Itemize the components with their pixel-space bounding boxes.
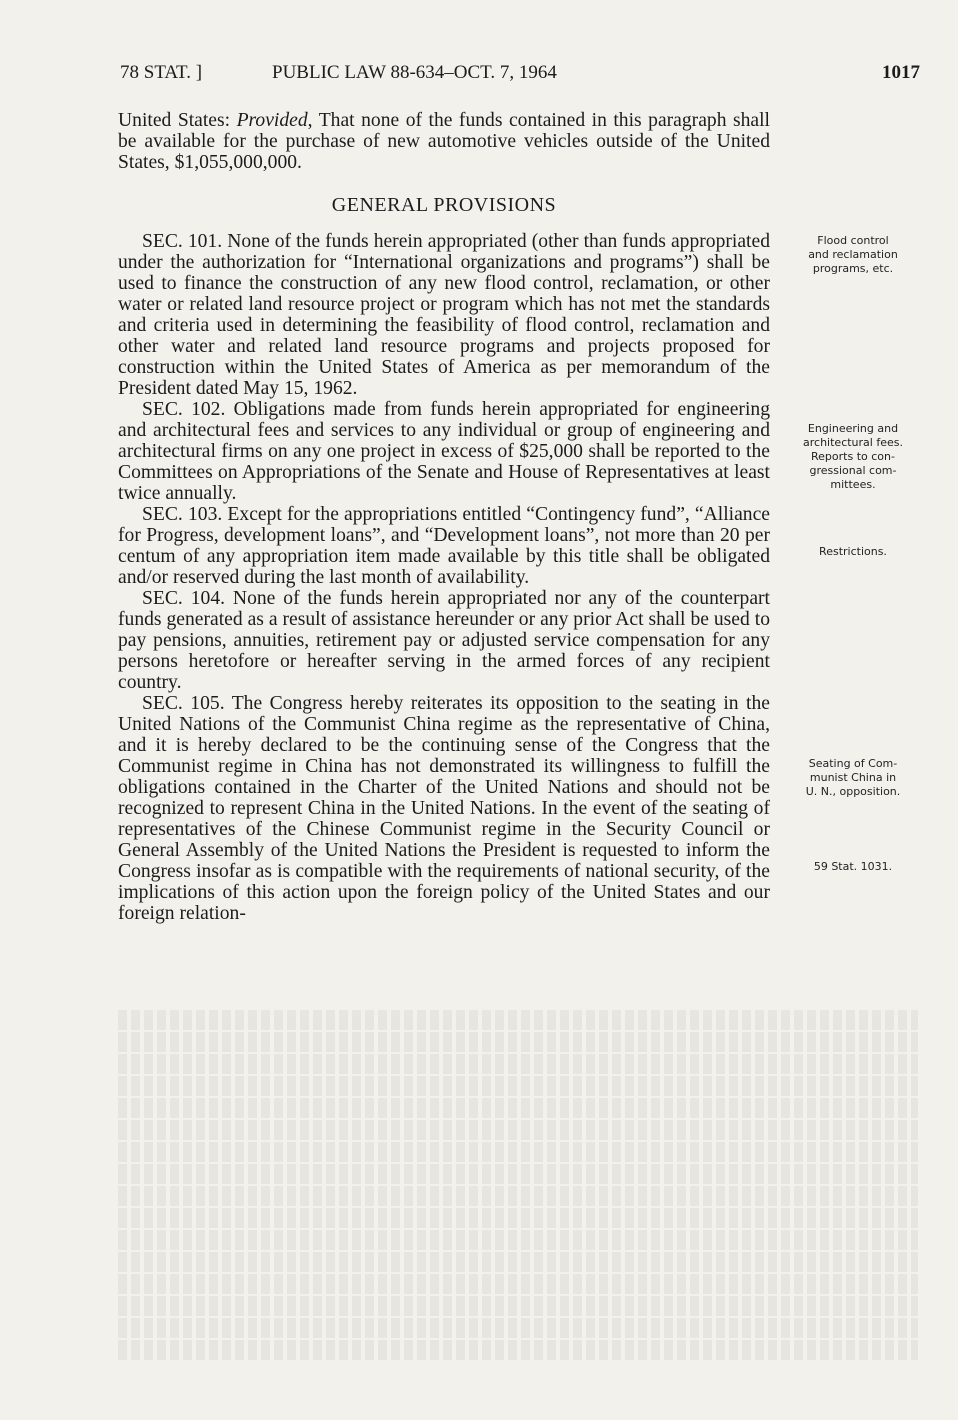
bleed-through-texture (118, 1010, 918, 1370)
provided-term: Provided (236, 110, 308, 131)
section-101 (118, 231, 770, 399)
section-label: SEC. 104. (142, 588, 226, 609)
section-text: None of the funds herein appropriated (other than funds appropriated under the authorization for “International organizations and programs”) shall be used to finance the construction of any new flood control, reclamation, or other water or related land resource project or program which has not met the standards and criteria used in determining the feasibility of flood control, reclamation and other water and related land resource programs and projects proposed for construction within the United States of America as per memorandum of the President dated May 15, 1962. (118, 231, 770, 399)
margin-note-engineering (778, 422, 928, 492)
margin-note-seating-china (778, 757, 928, 799)
section-label: SEC. 102. (142, 399, 226, 420)
margin-note-line: Flood control (817, 234, 889, 247)
margin-note-line: and reclamation (808, 248, 898, 261)
margin-note-line: Engineering and (807, 422, 899, 435)
page-header (120, 62, 920, 88)
margin-note-citation (778, 860, 928, 874)
margin-note-line: Seating of Com- (808, 757, 898, 770)
section-102 (118, 399, 770, 504)
section-104 (118, 588, 770, 693)
section-heading: GENERAL PROVISIONS (331, 194, 557, 216)
margin-note-restrictions (778, 545, 928, 559)
section-105 (118, 693, 770, 924)
section-label: SEC. 101. (142, 231, 223, 252)
margin-note-line: programs, etc. (812, 262, 894, 275)
margin-note-flood-control (778, 234, 928, 276)
section-label: SEC. 105. (142, 693, 225, 714)
margin-note-line: gressional com- (809, 464, 897, 477)
continuation-text-start: United States: (118, 110, 237, 131)
section-text: None of the funds herein appropriated nor any of the counterpart funds generated as a result of assistance hereunder or any prior Act shall be used to pay pensions, annuities, retirement pay or adjusted service compensation for any persons heretofore or hereafter serving in the armed forces of any recipient country. (118, 588, 770, 693)
section-103 (118, 504, 770, 588)
section-text: Except for the appropriations entitled “Contingency fund”, “Alliance for Progress, development loans”, and “Development loans”, not more than 20 per centum of any appropriation item made available by this title shall be obligated and/or reserved during the last month of availability. (118, 504, 770, 588)
margin-note-line: U. N., opposition. (805, 785, 901, 798)
page-number: 1017 (882, 62, 920, 83)
continuation-text-end: , That none of the funds contained in this paragraph shall be available for the purchase of new automotive vehicles outside of the United States, $1,055,000,000. (118, 110, 770, 173)
margin-note-line: munist China in (809, 771, 897, 784)
margin-note-line: 59 Stat. 1031. (813, 860, 893, 873)
main-text (118, 110, 770, 924)
section-text: Obligations made from funds herein appropriated for engineering and architectural fees and services to any individual or group of engineering and architectural firms on any one project in excess of $25,000 shall be reported to the Committees on Appropriations of the Senate and House of Representatives at least twice annually. (118, 399, 770, 504)
margin-note-line: mittees. (830, 478, 876, 491)
section-label: SEC. 103. (142, 504, 223, 525)
law-title: PUBLIC LAW 88-634–OCT. 7, 1964 (272, 62, 557, 83)
continuation-paragraph (118, 110, 770, 173)
margin-note-line: Reports to con- (811, 450, 895, 463)
stat-reference: 78 STAT. ] (120, 62, 203, 83)
margin-note-line: Restrictions. (819, 545, 887, 558)
section-text: The Congress hereby reiterates its opposition to the seating in the United Nations of the Communist China regime as the representative of China, and it is hereby declared to be the continuing sense of the Congress that the Communist regime in China has not demonstrated its willingness to fulfill the obligations contained in the Charter of the United Nations and should not be recognized to represent China in the United Nations. In the event of the seating of representatives of the Chinese Communist regime in the Security Council or General Assembly of the United Nations the President is requested to inform the Congress insofar as is compatible with the requirements of national security, of the implications of this action upon the foreign policy of the United States and our foreign relation- (118, 693, 770, 924)
margin-note-line: architectural fees. (803, 436, 903, 449)
